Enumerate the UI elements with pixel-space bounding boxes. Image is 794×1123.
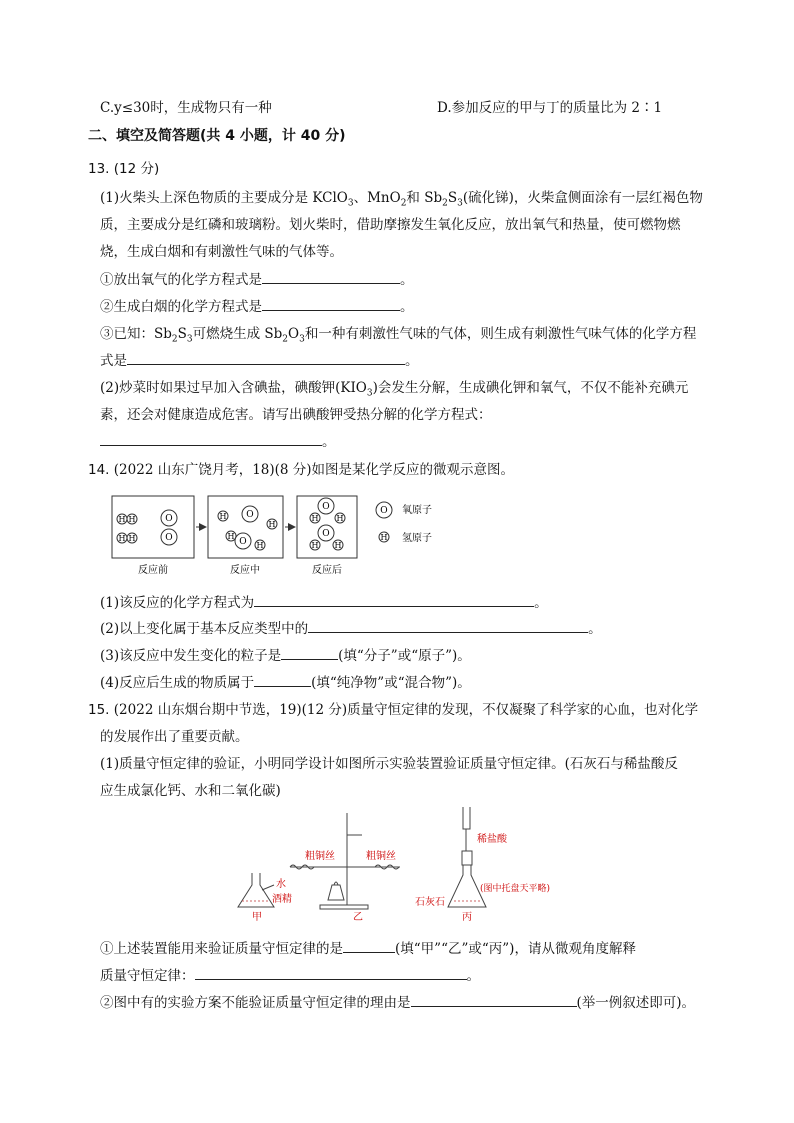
svg-text:O: O	[165, 533, 173, 543]
legend-hydrogen: 氢原子	[402, 533, 432, 544]
svg-text:丙: 丙	[462, 912, 472, 923]
q13-question-3: ③已知：$Sb_2S_3$可燃烧生成 $Sb_2O_3$和一种有刺激性气味的气体，则生成有刺激性气味气体的化学方程	[100, 326, 697, 345]
svg-text:H: H	[311, 514, 319, 523]
q15-question-1: ①上述装置能用来验证质量守恒定律的是 (填“甲”“乙”或“丙”)，请从微观角度解释	[100, 937, 636, 957]
svg-text:粗铜丝: 粗铜丝	[305, 851, 335, 862]
option-c: C.y≤30时，生成物只有一种	[100, 100, 272, 116]
answer-blank[interactable]	[262, 296, 400, 311]
q13-paragraph-line3: 烧，生成白烟和有刺激性气味的气体等。	[100, 244, 343, 260]
q15-heading: 15. (2022 山东烟台期中节选，19)(12 分)质量守恒定律的发现，不仅凝聚了科学家的心血，也对化学	[88, 702, 699, 718]
svg-text:O: O	[322, 529, 330, 539]
svg-text:H: H	[227, 532, 235, 541]
q15-part1-line1: (1)质量守恒定律的验证，小明同学设计如图所示实验装置验证质量守恒定律。(石灰石与稀盐酸反	[100, 756, 678, 772]
answer-blank[interactable]	[195, 965, 467, 980]
svg-text:H: H	[334, 541, 342, 550]
svg-text:水: 水	[276, 879, 286, 890]
svg-text:粗铜丝: 粗铜丝	[366, 851, 396, 862]
svg-text:H: H	[219, 512, 227, 521]
svg-text:O: O	[322, 502, 330, 512]
label-during: 反应中	[230, 565, 260, 576]
svg-text:H: H	[128, 515, 136, 524]
q14-heading: 14. (2022 山东广饶月考，18)(8 分)如图是某化学反应的微观示意图。	[88, 462, 515, 478]
answer-blank[interactable]	[127, 350, 405, 365]
svg-text:H: H	[118, 515, 126, 524]
legend-oxygen: 氧原子	[402, 505, 432, 516]
answer-blank[interactable]	[254, 592, 534, 607]
svg-text:H: H	[118, 534, 126, 543]
q13-part2-line2: 素，还会对健康造成危害。请写出碘酸钾受热分解的化学方程式：	[100, 407, 492, 423]
section-title: 二、填空及简答题(共 4 小题，计 40 分)	[88, 128, 346, 144]
svg-text:H: H	[311, 541, 319, 550]
q13-part2-line1: (2)炒菜时如果过早加入含碘盐，碘酸钾$(KIO_3)$会发生分解，生成碘化钾和氧气，不仅不能补充碘元	[100, 380, 689, 399]
flask-jia	[238, 873, 274, 907]
q14-question-3: (3)该反应中发生变化的粒子是 (填“分子”或“原子”)。	[100, 644, 471, 664]
q13-part2-answer: 。	[100, 430, 336, 450]
answer-blank[interactable]	[100, 431, 322, 446]
svg-text:稀盐酸: 稀盐酸	[477, 834, 507, 845]
q15-question-2: ②图中有的实验方案不能验证质量守恒定律的理由是 (举一例叙述即可)。	[100, 991, 695, 1011]
q13-question-3-cont: 式是 。	[100, 349, 419, 369]
answer-blank[interactable]	[343, 938, 395, 953]
svg-text:O: O	[380, 506, 388, 516]
q13-paragraph-line1: (1)火柴头上深色物质的主要成分是 KClO$_3$、MnO$_2$和 $Sb_2S_3$(硫化锑)，火柴盒侧面涂有一层红褐色物	[100, 190, 703, 209]
q14-question-1: (1)该反应的化学方程式为 。	[100, 591, 548, 611]
svg-text:H: H	[336, 514, 344, 523]
answer-blank[interactable]	[411, 992, 577, 1007]
svg-text:H: H	[268, 520, 276, 529]
q15-heading-cont: 的发展作出了重要贡献。	[100, 729, 249, 745]
q13-question-2: ②生成白烟的化学方程式是 。	[100, 295, 414, 315]
svg-text:乙: 乙	[353, 912, 363, 923]
svg-text:O: O	[239, 537, 247, 547]
svg-text:H: H	[128, 534, 136, 543]
q14-question-2: (2)以上变化属于基本反应类型中的 。	[100, 617, 602, 637]
reaction-micro-diagram	[100, 488, 460, 578]
label-before: 反应前	[138, 565, 168, 576]
q13-paragraph-line2: 质，主要成分是红磷和玻璃粉。划火柴时，借助摩擦发生氧化反应，放出氧气和热量，使可燃物燃	[100, 217, 681, 233]
q13-question-1: ①放出氧气的化学方程式是 。	[100, 268, 414, 288]
svg-text:石灰石: 石灰石	[415, 897, 445, 908]
svg-text:甲: 甲	[252, 912, 262, 923]
answer-blank[interactable]	[262, 269, 400, 284]
q13-heading: 13. (12 分)	[88, 161, 160, 177]
svg-text:O: O	[246, 510, 254, 520]
answer-blank[interactable]	[254, 672, 311, 687]
apparatus-figure	[230, 805, 590, 925]
answer-blank[interactable]	[308, 618, 588, 633]
label-after: 反应后	[312, 565, 342, 576]
q15-part1-line2: 应生成氯化钙、水和二氧化碳)	[100, 783, 281, 799]
box-before	[112, 496, 194, 558]
svg-text:酒精: 酒精	[272, 894, 292, 905]
svg-text:H: H	[380, 533, 388, 542]
q14-question-4: (4)反应后生成的物质属于 (填“纯净物”或“混合物”)。	[100, 671, 471, 691]
q15-question-1-cont: 质量守恒定律： 。	[100, 964, 480, 984]
svg-text:O: O	[165, 514, 173, 524]
answer-blank[interactable]	[281, 645, 338, 660]
svg-text:(图中托盘天平略): (图中托盘天平略)	[480, 884, 551, 894]
option-d: D.参加反应的甲与丁的质量比为 2∶1	[437, 100, 663, 116]
svg-text:H: H	[256, 541, 264, 550]
